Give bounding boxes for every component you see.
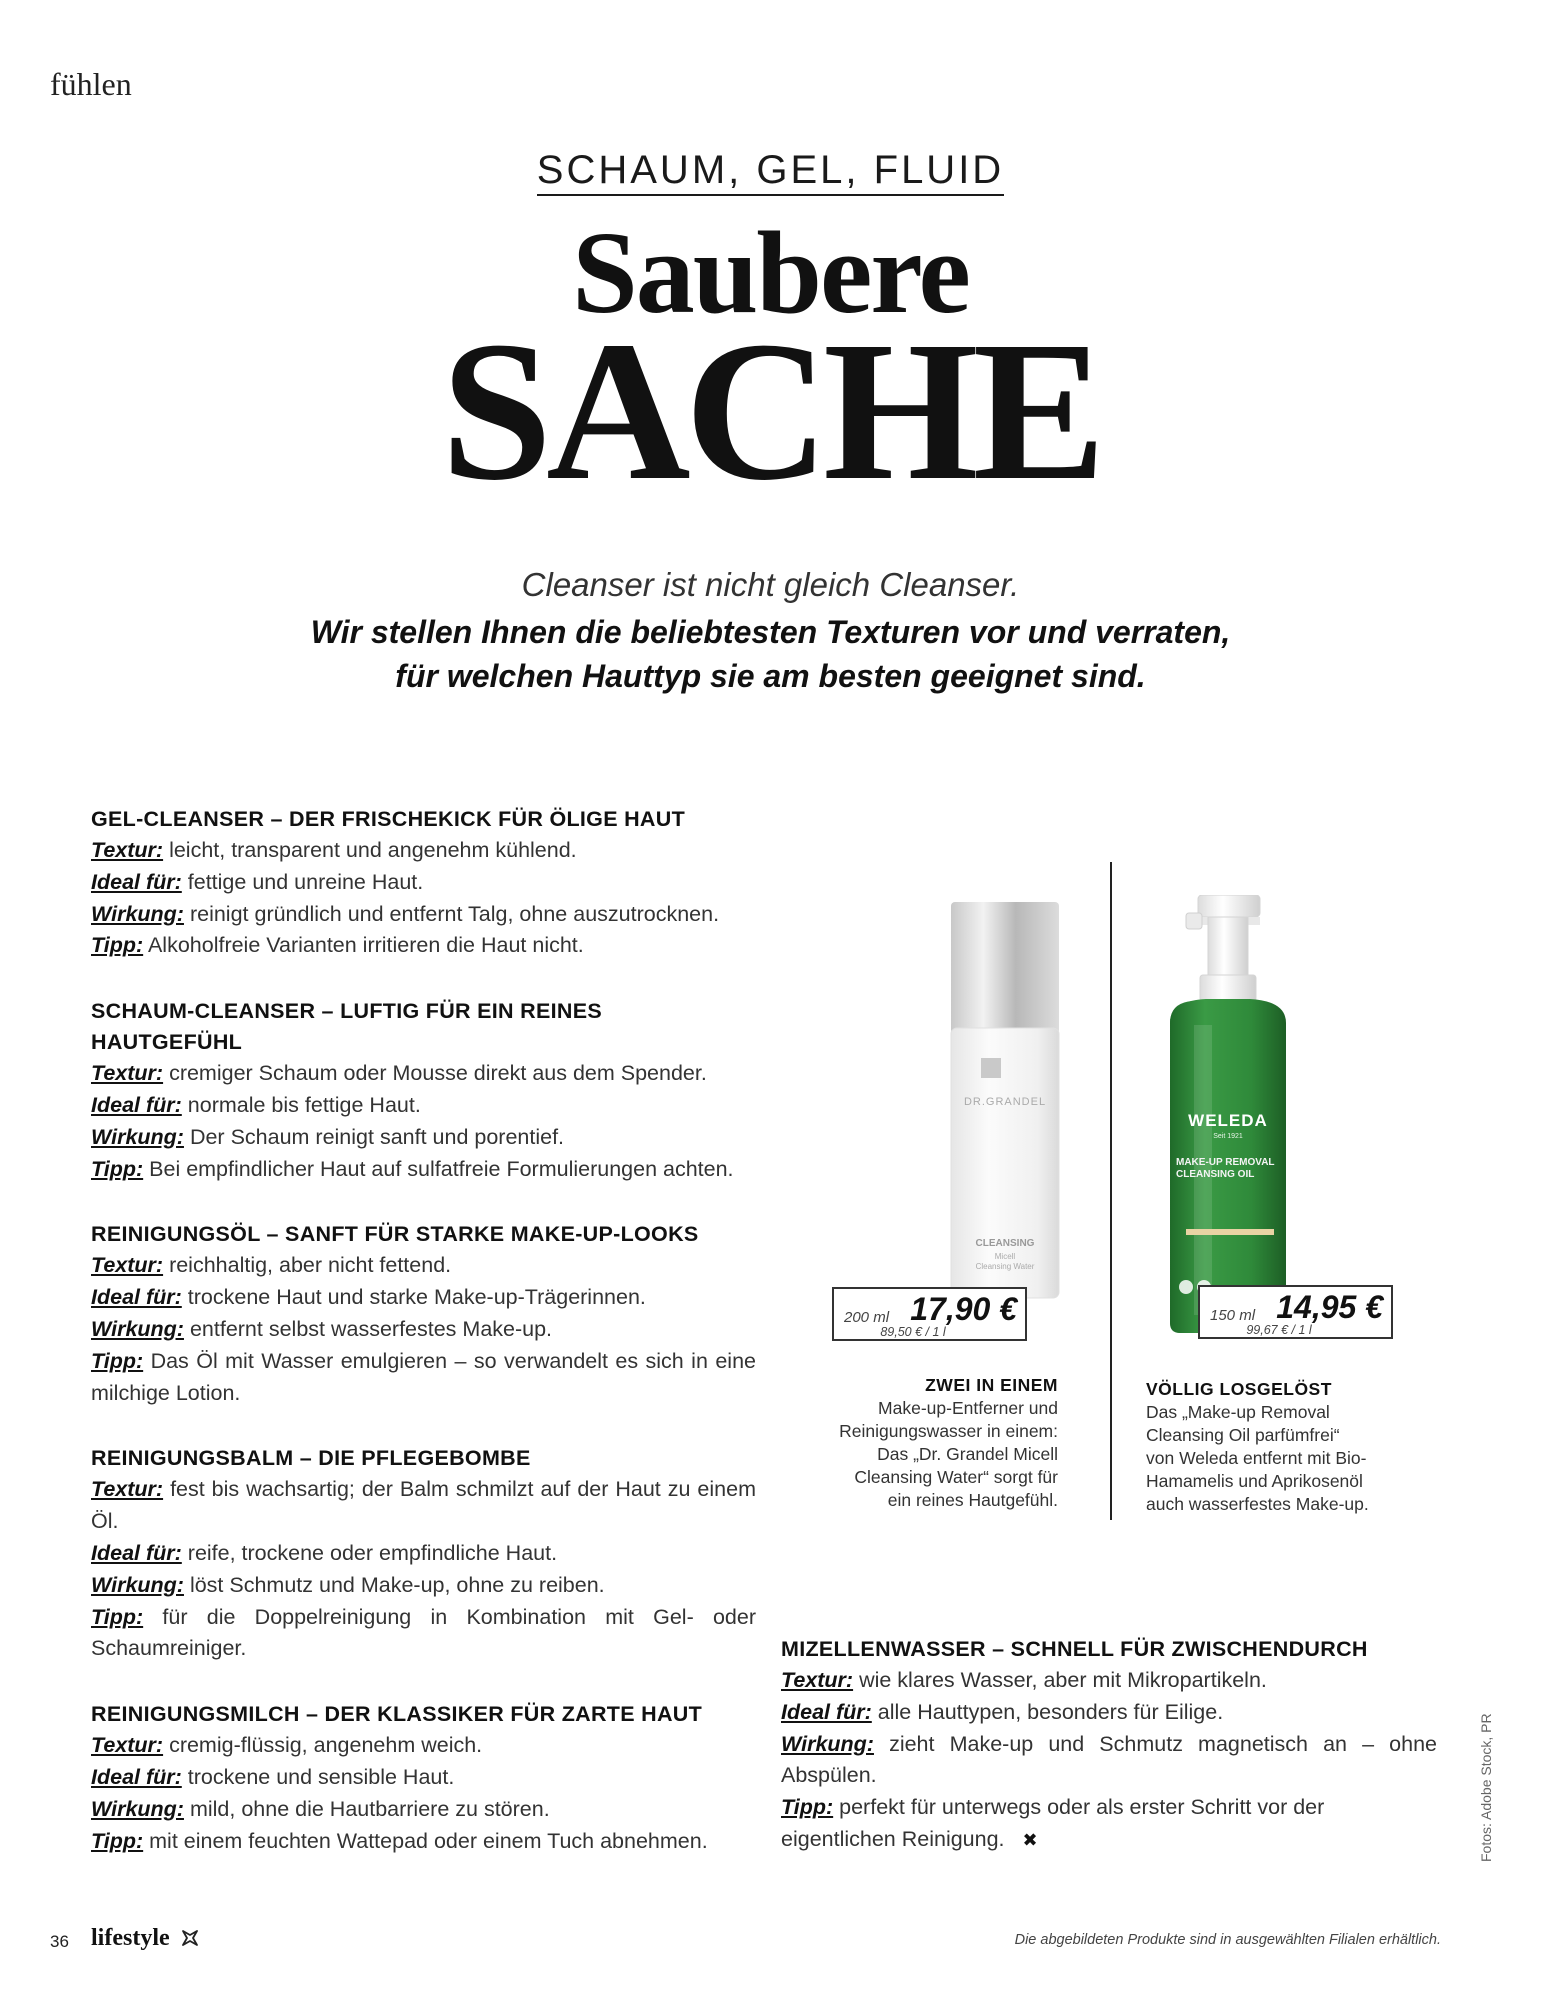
cleanser-block: REINIGUNGSBALM – DIE PFLEGEBOMBE Textur: fest bis wachsartig; der Balm schmilzt auf der Haut zu einem Öl. Ideal für: reife, trockene oder empfindliche Haut. Wirkung: löst Schmutz und Make-up, ohne zu reiben. Tipp: für die Doppelreinigung in Kombination mit Gel- oder Schaumreiniger. xyxy=(91,1443,756,1665)
cleanser-title: REINIGUNGSBALM – DIE PFLEGEBOMBE xyxy=(91,1446,531,1471)
headline-line-1: Saubere xyxy=(572,207,969,338)
cleanser-block: GEL-CLEANSER – DER FRISCHEKICK FÜR ÖLIGE HAUT Textur: leicht, transparent und angenehm kühlend. Ideal für: fettige und unreine Haut. Wirkung: reinigt gründlich und entfernt Talg, ohne auszutrocknen. Tipp: Alkoholfreie Varianten irritieren die Haut nicht. xyxy=(91,804,756,962)
price-tag-dr-grandel: 200 ml 17,90 € 89,50 € / 1 l xyxy=(832,1287,1027,1341)
caption-dr-grandel: ZWEI IN EINEM Make-up-Entferner und Reinigungswasser in einem: Das „Dr. Grandel Micell Cleansing Water“ sorgt für ein reines Hautgefühl. xyxy=(839,1375,1058,1510)
footer-note: Die abgebildeten Produkte sind in ausgewählten Filialen erhältlich. xyxy=(1014,1932,1441,1948)
kicker: SCHAUM, GEL, FLUID xyxy=(0,148,1541,193)
product-image-dr-grandel: DR.GRANDEL CLEANSING Micell Cleansing Water xyxy=(945,900,1065,1300)
product-image-weleda: WELEDA Seit 1921 MAKE-UP REMOVAL CLEANSING OIL xyxy=(1146,895,1296,1335)
cleanser-title: REINIGUNGSMILCH – DER KLASSIKER FÜR ZARTE HAUT xyxy=(91,1702,703,1727)
price-tag-weleda: 150 ml 14,95 € 99,67 € / 1 l xyxy=(1198,1285,1393,1339)
intro-text: Wir stellen Ihnen die beliebtesten Texturen vor und verraten, für welchen Hauttyp sie am besten geeignet sind. xyxy=(310,614,1231,694)
cleanser-block: REINIGUNGSÖL – SANFT FÜR STARKE MAKE-UP-LOOKS Textur: reichhaltig, aber nicht fettend. Ideal für: trockene Haut und starke Make-up-Trägerinnen. Wirkung: entfernt selbst wasserfestes Make-up. Tipp: Das Öl mit Wasser emulgieren – so verwandelt es sich in eine milchige Lotion. xyxy=(91,1219,756,1409)
mizellen-block: MIZELLENWASSER – SCHNELL FÜR ZWISCHENDURCH Textur: wie klares Wasser, aber mit Mikropartikeln. Ideal für: alle Hauttypen, besonders für Eilige. Wirkung: zieht Make-up und Schmutz magnetisch an – ohne Abspülen. Tipp: perfekt für unterwegs oder als erster Schritt vor der eigentlichen Reinigung. ✖ xyxy=(781,1634,1437,1857)
cleanser-title: SCHAUM-CLEANSER – LUFTIG FÜR EIN REINES HAUTGEFÜHL xyxy=(91,999,602,1055)
footer-brand: lifestyle xyxy=(91,1925,170,1951)
column-divider xyxy=(1110,862,1112,1520)
section-label: fühlen xyxy=(50,66,132,102)
caption-weleda: VÖLLIG LOSGELÖST Das „Make-up Removal Cleansing Oil parfümfrei“ von Weleda entfernt mit Bio- Hamamelis und Aprikosenöl auch wasserfestes Make-up. xyxy=(1146,1379,1369,1514)
cleanser-list xyxy=(91,804,756,1891)
headline-line-2: SACHE xyxy=(440,301,1101,522)
cleanser-title: MIZELLENWASSER – SCHNELL FÜR ZWISCHENDURCH xyxy=(781,1637,1368,1661)
cleanser-title: REINIGUNGSÖL – SANFT FÜR STARKE MAKE-UP-LOOKS xyxy=(91,1222,699,1247)
intro-lead: Cleanser ist nicht gleich Cleanser. xyxy=(521,566,1020,603)
photo-credit: Fotos: Adobe Stock, PR xyxy=(1478,1713,1494,1862)
end-mark-icon: ✖ xyxy=(1022,1829,1038,1850)
brand-logo-icon xyxy=(180,1928,200,1953)
cleanser-block: SCHAUM-CLEANSER – LUFTIG FÜR EIN REINES HAUTGEFÜHL Textur: cremiger Schaum oder Mousse direkt aus dem Spender. Ideal für: normale bis fettige Haut. Wirkung: Der Schaum reinigt sanft und porentief. Tipp: Bei empfindlicher Haut auf sulfatfreie Formulierungen achten. xyxy=(91,996,756,1185)
cleanser-block: REINIGUNGSMILCH – DER KLASSIKER FÜR ZARTE HAUT Textur: cremig-flüssig, angenehm weich. Ideal für: trockene und sensible Haut. Wirkung: mild, ohne die Hautbarriere zu stören. Tipp: mit einem feuchten Wattepad oder einem Tuch abnehmen. xyxy=(91,1699,756,1857)
page-number: 36 xyxy=(50,1932,69,1951)
cleanser-title: GEL-CLEANSER – DER FRISCHEKICK FÜR ÖLIGE HAUT xyxy=(91,807,686,831)
